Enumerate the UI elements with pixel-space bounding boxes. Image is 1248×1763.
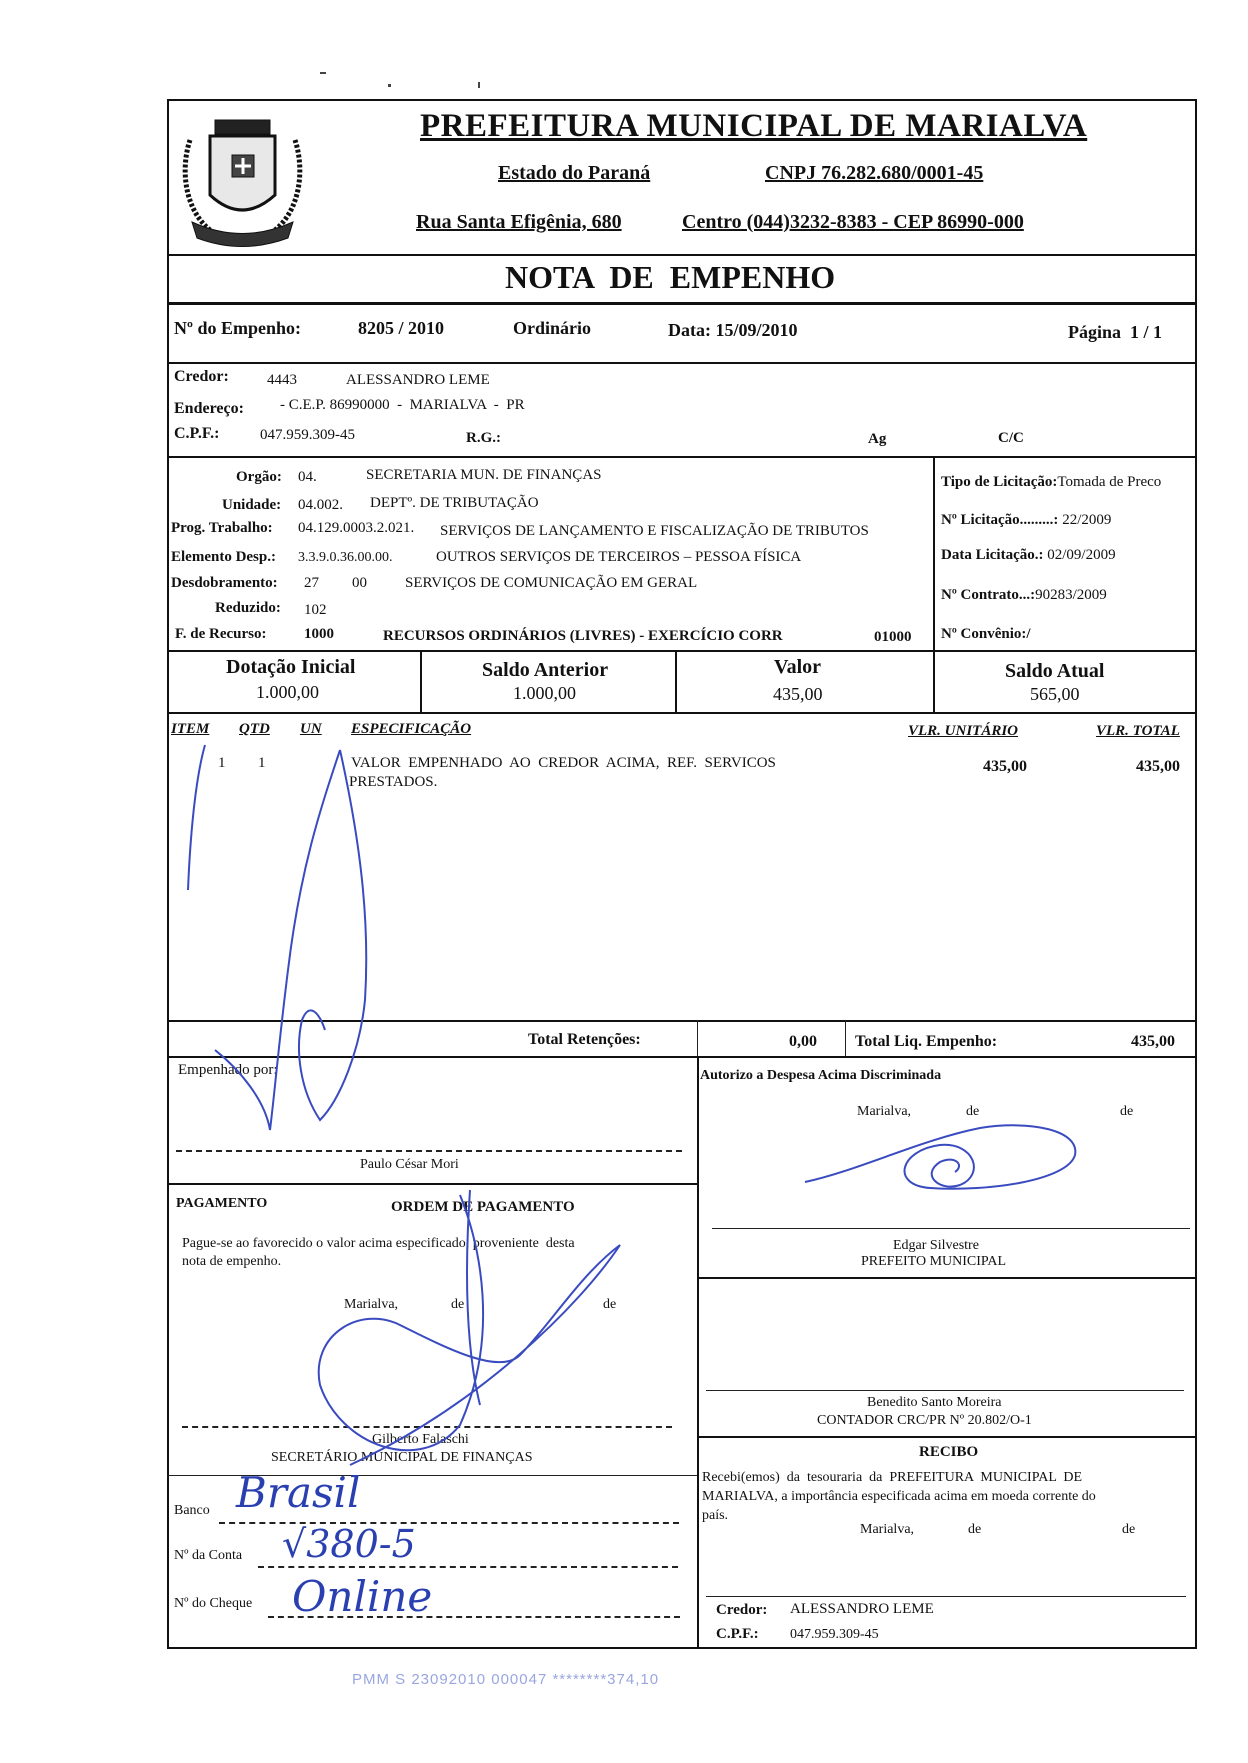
- unidade-desc: DEPTº. DE TRIBUTAÇÃO: [370, 495, 539, 511]
- prog-desc: SERVIÇOS DE LANÇAMENTO E FISCALIZAÇÃO DE TRIBUTOS: [440, 523, 869, 539]
- autorizo-de1: de: [966, 1104, 980, 1119]
- licitacao-data-label: Data Licitação.:: [941, 547, 1044, 563]
- banco-label: Banco: [174, 1503, 210, 1518]
- saldo-anterior-label: Saldo Anterior: [482, 659, 609, 681]
- reduzido: 102: [304, 602, 327, 618]
- recibo-text-line1: Recebi(emos) da tesouraria da PREFEITURA MUNICIPAL DE: [702, 1470, 1083, 1485]
- col-vlr-unitario: VLR. UNITÁRIO: [908, 723, 1019, 739]
- orgao-code: 04.: [298, 469, 317, 485]
- prefeitura-title: PREFEITURA MUNICIPAL DE MARIALVA: [420, 108, 1088, 144]
- saldo-anterior-value: 1.000,00: [513, 683, 576, 703]
- contador-name: Benedito Santo Moreira: [867, 1395, 1002, 1410]
- contact-info: Centro (044)3232-8383 - CEP 86990-000: [682, 211, 1024, 233]
- contador-role: CONTADOR CRC/PR Nº 20.802/O-1: [817, 1413, 1032, 1428]
- empenho-label: Nº do Empenho:: [174, 318, 301, 338]
- licitacao-numero-value: 22/2009: [1062, 512, 1112, 528]
- cpf: 047.959.309-45: [260, 427, 355, 443]
- cheque-label: Nº do Cheque: [174, 1596, 253, 1611]
- col-item: ITEM: [171, 721, 210, 737]
- col-un: UN: [300, 721, 322, 737]
- endereco: - C.E.P. 86990000 - MARIALVA - PR: [280, 397, 525, 413]
- conta-label: Nº da Conta: [174, 1548, 243, 1563]
- convenio-label: Nº Convênio:/: [941, 626, 1031, 642]
- stray-mark: [388, 84, 391, 87]
- pagamento-de2: de: [603, 1297, 617, 1312]
- autorizo-city: Marialva,: [857, 1104, 912, 1119]
- licitacao-data-value: 02/09/2009: [1047, 547, 1116, 563]
- contrato-value: 90283/2009: [1035, 587, 1107, 603]
- fonte-code: 1000: [304, 626, 334, 642]
- payment-stamp: PMM S 23092010 000047 ********374,10: [352, 1671, 660, 1688]
- stray-mark: [320, 72, 326, 74]
- stray-mark: [478, 82, 480, 88]
- retencoes-label: Total Retenções:: [528, 1031, 641, 1048]
- total-liq-label: Total Liq. Empenho:: [855, 1033, 998, 1050]
- valor-label: Valor: [774, 656, 822, 678]
- licitacao-numero-label: Nº Licitação.........:: [941, 512, 1059, 528]
- page-number: Página 1 / 1: [1068, 322, 1163, 342]
- recibo-cpf-label: C.P.F.:: [716, 1626, 759, 1642]
- desdobramento-code2: 00: [352, 575, 367, 591]
- state-name: Estado do Paraná: [498, 162, 651, 184]
- dotacao-inicial-value: 1.000,00: [256, 682, 319, 702]
- recibo-text-line3: país.: [702, 1508, 729, 1523]
- empenho-number: 8205 / 2010: [358, 318, 445, 338]
- cnpj: CNPJ 76.282.680/0001-45: [765, 162, 984, 184]
- reduzido-label: Reduzido:: [215, 600, 281, 616]
- col-especificacao: ESPECIFICAÇÃO: [351, 721, 472, 737]
- credor-name: ALESSANDRO LEME: [346, 372, 490, 388]
- unidade-label: Unidade:: [222, 497, 282, 513]
- autorizo-label: Autorizo a Despesa Acima Discriminada: [700, 1068, 942, 1083]
- recibo-credor: ALESSANDRO LEME: [790, 1601, 934, 1617]
- contrato-label: Nº Contrato...:: [941, 587, 1036, 603]
- rg-label: R.G.:: [466, 430, 501, 446]
- saldo-atual-label: Saldo Atual: [1005, 660, 1105, 682]
- pagamento-de1: de: [451, 1297, 465, 1312]
- cc-label: C/C: [998, 430, 1024, 446]
- recibo-cpf: 047.959.309-45: [790, 1627, 879, 1642]
- doc-title: NOTA DE EMPENHO: [505, 259, 836, 295]
- tipo-licitacao: Tomada de Preco: [1057, 474, 1162, 490]
- item-unit-value: 435,00: [983, 758, 1027, 775]
- empenho-date: Data: 15/09/2010: [668, 320, 798, 340]
- empenhado-label: Empenhado por:: [178, 1062, 278, 1078]
- licitacao-tipo: [941, 474, 1161, 491]
- tipo-licitacao-label: Tipo de Licitação:: [941, 474, 1058, 490]
- fonte-code2: 01000: [874, 629, 912, 645]
- item-spec-line2: PRESTADOS.: [349, 774, 438, 790]
- recibo-title: RECIBO: [919, 1444, 979, 1460]
- fonte-label: F. de Recurso:: [175, 626, 267, 642]
- elemento-code: 3.3.9.0.36.00.00.: [298, 550, 393, 565]
- endereco-label: Endereço:: [174, 400, 244, 417]
- secretario-name: Gilberto Falaschi: [372, 1432, 469, 1447]
- total-liq-value: 435,00: [1131, 1033, 1175, 1050]
- recibo-de2: de: [1122, 1522, 1136, 1537]
- col-qtd: QTD: [239, 721, 270, 737]
- prefeito-name: Edgar Silvestre: [893, 1238, 979, 1253]
- col-vlr-total: VLR. TOTAL: [1096, 723, 1180, 739]
- desdobramento-label: Desdobramento:: [171, 575, 278, 591]
- desdobramento-desc: SERVIÇOS DE COMUNICAÇÃO EM GERAL: [405, 575, 698, 591]
- pagamento-city: Marialva,: [344, 1297, 399, 1312]
- unidade-code: 04.002.: [298, 497, 343, 513]
- fonte-desc: RECURSOS ORDINÁRIOS (LIVRES) - EXERCÍCIO CORR: [383, 628, 783, 644]
- orgao-desc: SECRETARIA MUN. DE FINANÇAS: [366, 467, 602, 483]
- licitacao-data: [941, 547, 1116, 564]
- item-number: 1: [218, 755, 226, 771]
- prog-code: 04.129.0003.2.021.: [298, 520, 415, 536]
- credor-label: Credor:: [174, 368, 229, 385]
- pagamento-text-line1: Pague-se ao favorecido o valor acima especificado, proveniente desta: [182, 1236, 575, 1251]
- pagamento-label: PAGAMENTO: [176, 1196, 268, 1211]
- elemento-desc: OUTROS SERVIÇOS DE TERCEIROS – PESSOA FÍSICA: [436, 549, 802, 565]
- empenhado-name: Paulo César Mori: [360, 1157, 459, 1172]
- retencoes-value: 0,00: [789, 1033, 817, 1050]
- recibo-text-line2: MARIALVA, a importância especificada acima em moeda corrente do: [702, 1489, 1096, 1504]
- cheque-handwritten: Online: [292, 1572, 433, 1621]
- item-total-value: 435,00: [1136, 758, 1180, 775]
- recibo-credor-label: Credor:: [716, 1602, 768, 1618]
- recibo-de1: de: [968, 1522, 982, 1537]
- address: Rua Santa Efigênia, 680: [416, 211, 622, 233]
- conta-handwritten: √380-5: [282, 1522, 416, 1566]
- ordem-pagamento-title: ORDEM DE PAGAMENTO: [391, 1199, 575, 1215]
- credor-code: 4443: [267, 372, 297, 388]
- recibo-city: Marialva,: [860, 1522, 915, 1537]
- prefeito-role: PREFEITO MUNICIPAL: [861, 1254, 1007, 1269]
- orgao-label: Orgão:: [236, 469, 282, 485]
- empenho-type: Ordinário: [513, 318, 592, 338]
- autorizo-de2: de: [1120, 1104, 1134, 1119]
- valor-value: 435,00: [773, 684, 823, 704]
- elemento-label: Elemento Desp.:: [171, 549, 276, 565]
- desdobramento-code1: 27: [304, 575, 319, 591]
- cpf-label: C.P.F.:: [174, 425, 220, 442]
- item-qtd: 1: [258, 755, 266, 771]
- banco-handwritten: Brasil: [236, 1468, 361, 1517]
- prog-label: Prog. Trabalho:: [171, 520, 273, 536]
- item-spec-line1: VALOR EMPENHADO AO CREDOR ACIMA, REF. SERVICOS: [351, 755, 776, 771]
- licitacao-numero: [941, 512, 1111, 529]
- ag-label: Ag: [868, 431, 887, 447]
- pagamento-text-line2: nota de empenho.: [182, 1254, 282, 1269]
- secretario-role: SECRETÁRIO MUNICIPAL DE FINANÇAS: [271, 1450, 533, 1465]
- licitacao-contrato: [941, 587, 1107, 604]
- saldo-atual-value: 565,00: [1030, 684, 1080, 704]
- dotacao-inicial-label: Dotação Inicial: [226, 656, 356, 678]
- municipal-crest-logo: [170, 100, 315, 250]
